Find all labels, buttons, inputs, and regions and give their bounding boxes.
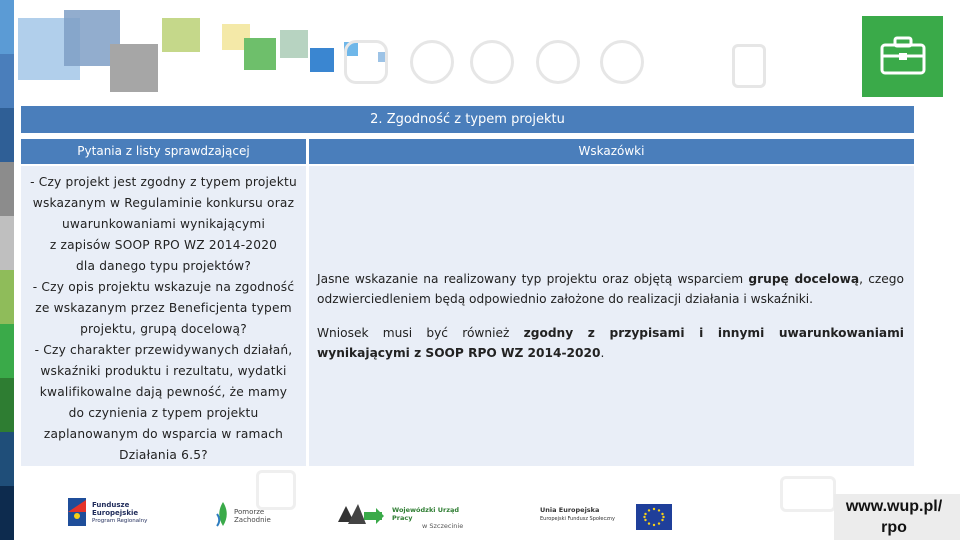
deco-square xyxy=(162,18,200,52)
face-icon xyxy=(536,40,580,84)
leaf-icon xyxy=(410,40,454,84)
hints-text xyxy=(309,166,914,363)
deco-square xyxy=(110,44,158,92)
hand-icon xyxy=(344,40,388,84)
section-title: 2. Zgodność z typem projektu xyxy=(21,106,914,133)
logo-unia-europejska: Unia Europejska Europejski Fundusz Społeczny xyxy=(540,504,675,532)
logo-fundusze-europejskie: Fundusze Europejskie Program Regionalny xyxy=(66,496,156,532)
wup-emblem-icon xyxy=(336,500,384,528)
questions-text: - Czy projekt jest zgodny z typem projektu wskazanym w Regulaminie konkursu oraz uwarunkowaniami wynikającymi z zapisów SOOP RPO WZ 2014-2020 dla danego typu projektów? - Czy opis projektu wskazuje na zgodność ze wskazanym przez Beneficjenta typem projektu, grupą docelową? - Czy charakter przewidywanych działań, wskaźniki produktu i rezultatu, wydatki kwalifikowalne dają pewność, że mamy do czynienia z typem projektu zaplanowanym do wsparcia w ramach Działania 6.5? xyxy=(30,175,297,462)
left-color-strip xyxy=(0,0,14,540)
hints-column-header: Wskazówki xyxy=(309,139,914,164)
leaves-icon xyxy=(600,40,644,84)
logo-pomorze-zachodnie: Pomorze Zachodnie xyxy=(214,500,284,532)
deco-square xyxy=(244,38,276,70)
hints-cell xyxy=(309,166,914,466)
fe-emblem-icon xyxy=(66,496,88,528)
briefcase-icon xyxy=(880,36,926,76)
hint-paragraph-2: Wniosek musi być również zgodny z przypisami i innymi uwarunkowaniami wynikającymi z SOOP RPO WZ 2014-2020. xyxy=(317,326,904,360)
questions-cell xyxy=(21,166,306,466)
deco-square xyxy=(280,30,308,58)
hint-paragraph-1: Jasne wskazanie na realizowany typ projektu oraz objętą wsparciem grupę docelową, czego odzwierciedleniem będą odpowiednio założone do realizacji działania i wskaźniki. xyxy=(317,272,904,306)
checklist-table xyxy=(21,106,914,466)
briefcase-tile xyxy=(862,16,943,97)
website-url[interactable]: www.wup.pl/ rpo xyxy=(845,498,943,536)
table-header-row xyxy=(21,139,914,164)
train-icon xyxy=(732,44,766,88)
deco-square xyxy=(310,48,334,72)
fence-icon xyxy=(780,476,836,512)
turbine-icon xyxy=(470,40,514,84)
logo-wup-szczecin: Wojewódzki Urząd Pracy w Szczecinie xyxy=(336,500,481,530)
table-row xyxy=(21,166,914,466)
pomorze-emblem-icon xyxy=(214,500,232,528)
questions-column-header: Pytania z listy sprawdzającej xyxy=(21,139,306,164)
eu-flag-icon xyxy=(636,504,672,530)
